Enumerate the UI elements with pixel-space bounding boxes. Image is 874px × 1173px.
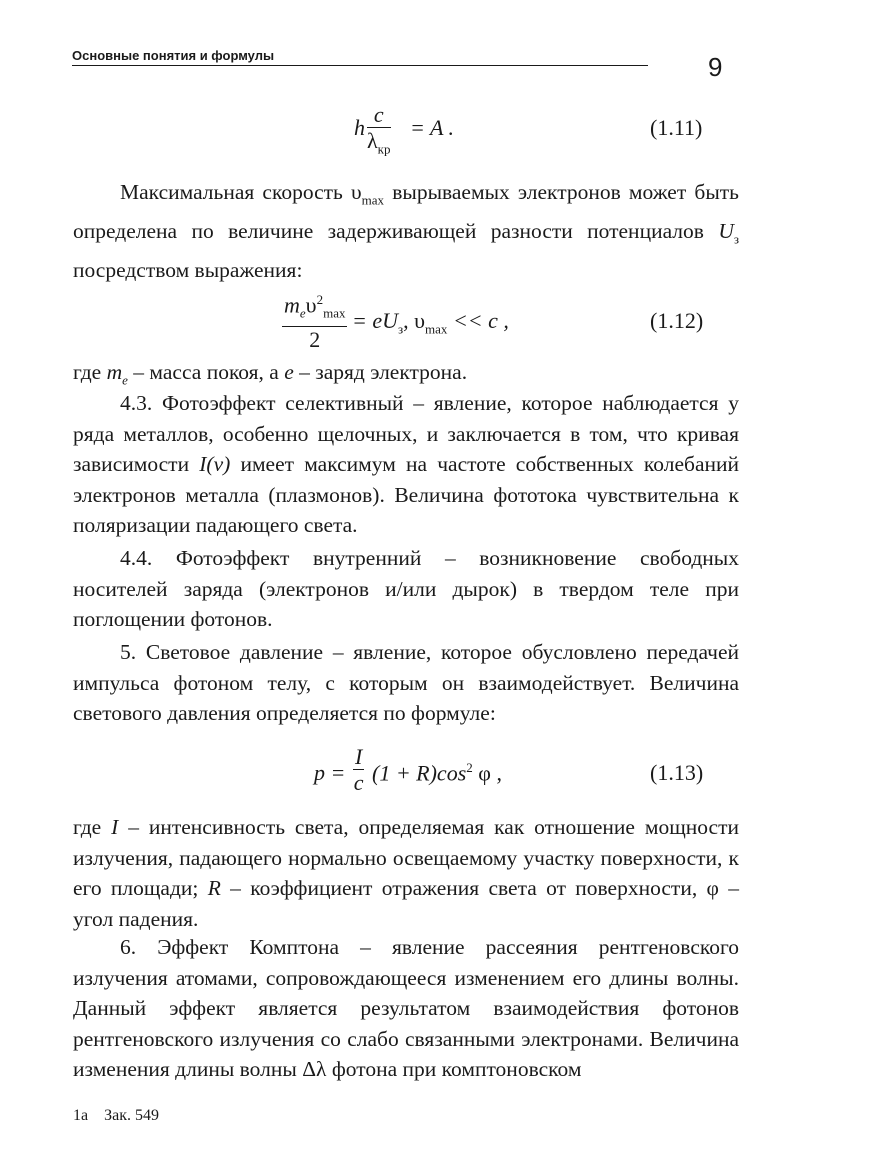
paragraph-5 [73,637,739,729]
text-run: Максимальная скорость υ [120,180,362,204]
e-symbol: e [284,360,294,384]
kp-subscript: кр [377,141,391,157]
v-symbol: υ [305,292,317,318]
eq-1-11-label: (1.11) [650,115,703,140]
eq-1-12-rhs [352,308,509,337]
eq-1-11-h: h [354,115,365,140]
eq-1-13-rhs [372,760,502,786]
text-run: << c , [447,308,509,333]
text-run: имеет максимум на частоте собственных колебаний электронов металла (плазмонов). Величина фототока чувствительна к поляризации падающего света. [73,452,740,537]
page-number: 9 [708,52,723,82]
max-subscript: max [361,192,385,208]
eq-1-11-fraction [367,103,391,162]
eq-1-12-numerator [282,288,347,327]
running-title: Основные понятия и формулы [72,48,648,66]
z-subscript: з [398,321,404,337]
I-symbol: I [111,815,119,839]
text-run: – коэффициент отражения света от поверхности, φ – угол падения. [73,876,740,931]
eq-1-11-rhs: = A . [410,115,454,140]
square-superscript: 2 [466,760,473,775]
square-superscript: 2 [316,292,324,307]
text-run: вырываемых электронов может быть определена по величине задерживающей разности потенциалов [73,180,739,243]
text-run: 4.3. Фотоэффект селективный – явление, которое наблюдается у ряда металлов, особенно щелочных, и заключается в том, что кривая зависимости [73,391,739,476]
R-symbol: R [207,876,221,900]
text-run: = eU [352,308,398,333]
text-run: – заряд электрона. [293,360,468,384]
paragraph-max-speed [73,177,739,285]
max-subscript: max [323,305,346,321]
text-run: (1 + R)cos [372,760,467,786]
m-symbol: m [284,292,300,318]
e-subscript: e [299,305,306,321]
eq-1-13-fraction [353,745,364,796]
m-symbol: m [106,360,123,384]
text-run: где [73,815,112,839]
text-run: 4.4. Фотоэффект внутренний – возникновение свободных носителей заряда (электронов и/или дырок) в твердом теле при поглощении фотонов. [73,546,739,631]
footer-signature: 1а Зак. 549 [73,1107,159,1124]
lambda-symbol: λ [367,128,378,153]
I-nu-function: I(ν) [199,452,231,476]
paragraph-where-I [73,812,739,934]
max-subscript: max [425,321,448,337]
eq-1-12-denominator: 2 [309,326,321,352]
text-run: где [73,360,107,384]
text-run: φ , [472,760,502,786]
e-subscript: e [122,372,128,388]
eq-1-13-label: (1.13) [650,760,704,785]
text-run: посредством выражения: [73,257,303,282]
eq-1-13-numerator: I [355,744,363,769]
eq-1-12-label: (1.12) [650,308,704,333]
eq-1-13-denominator: c [353,770,364,795]
z-subscript: з [733,231,739,247]
U-symbol: U [718,218,734,243]
paragraph-4-3 [73,388,739,541]
eq-1-12-fraction [282,288,347,353]
text-run: – интенсивность света, определяемая как отношение мощности излучения, падающего нормально освещаемому участку поверхности, к его площади; [73,815,739,900]
text-run: , υ [403,308,426,333]
text-run: 5. Световое давление – явление, которое обусловлено передачей импульса фотоном телу, с которым он взаимодействует. Величина светового давления определяется по формуле: [73,640,739,725]
text-run: 6. Эффект Комптона – явление рассеяния рентгеновского излучения атомами, сопровождающееся изменением его длины волны. Данный эффект является результатом взаимодействия фотонов рентгеновского излучения со слабо связанными электронами. Величина изменения длины волны Δλ фотона при комптоновском [73,935,739,1081]
paragraph-6 [73,932,739,1085]
text-run: – масса покоя, а [127,360,285,384]
paragraph-4-4 [73,543,739,635]
eq-1-11-denominator [367,128,391,162]
eq-1-13-lhs: p = [314,760,346,785]
eq-1-11-numerator: c [367,103,391,128]
